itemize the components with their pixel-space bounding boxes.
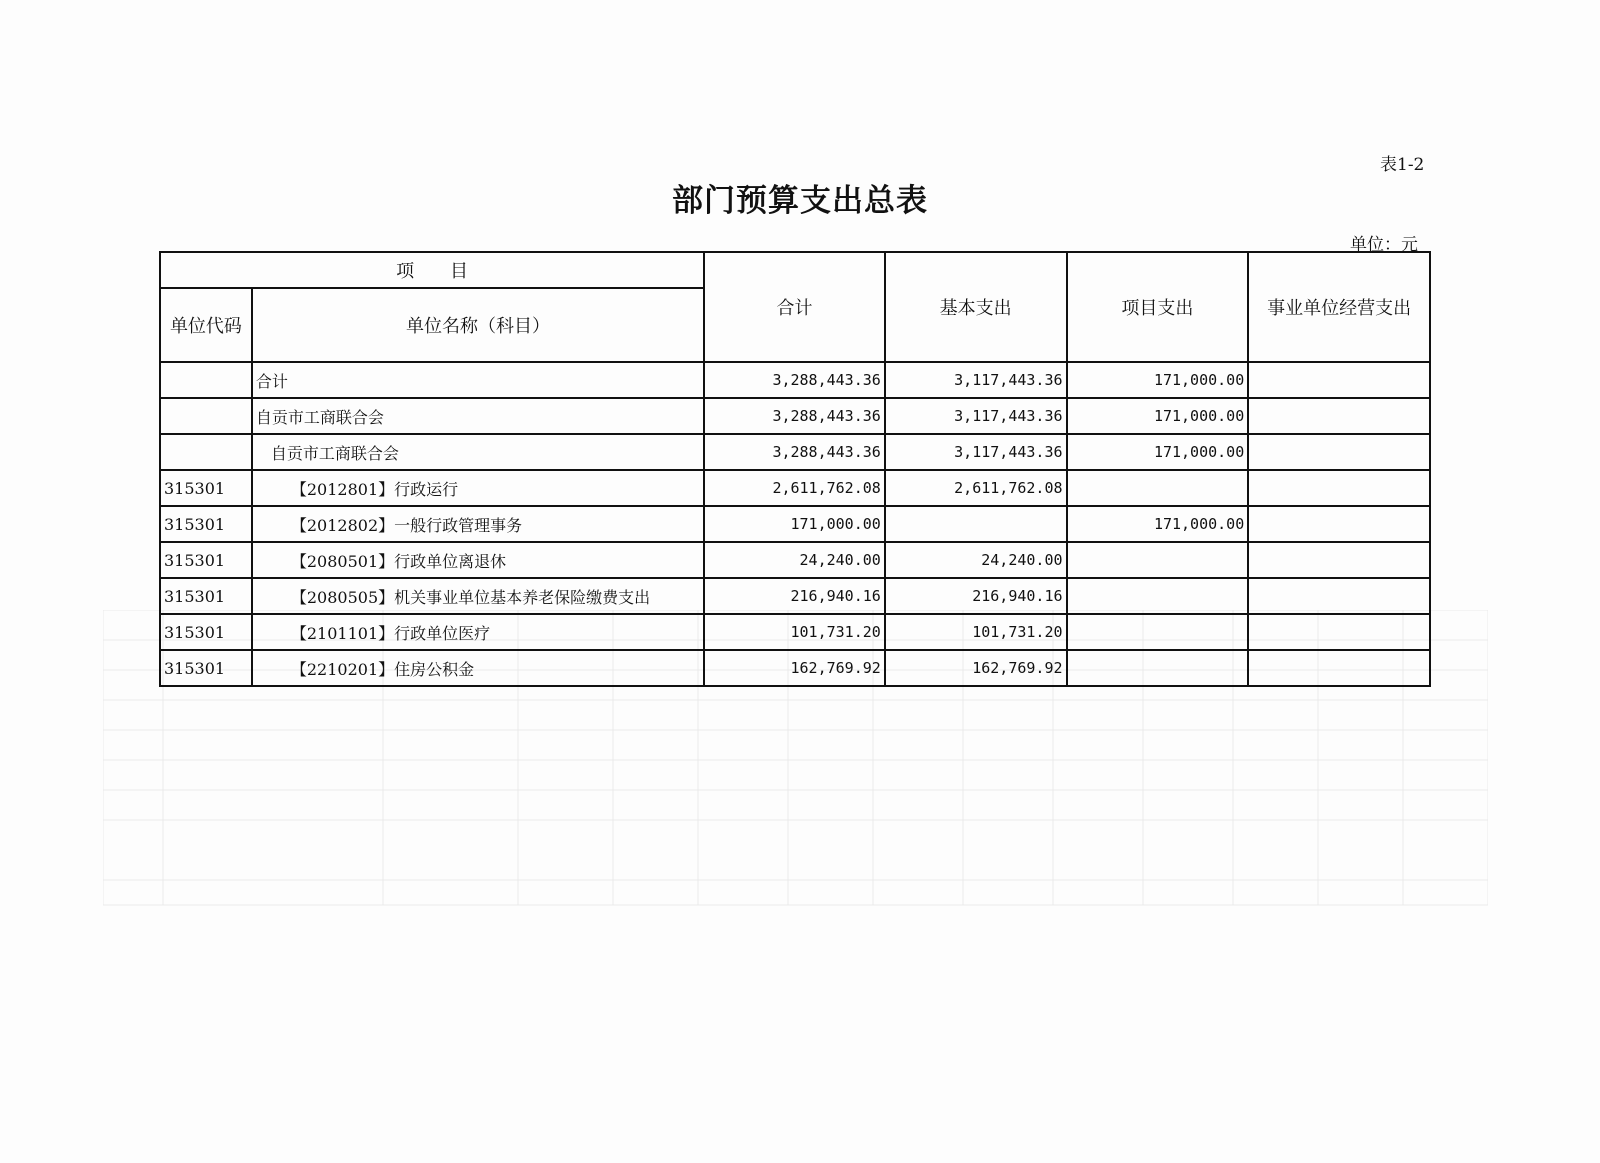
row-project: 171,000.00 xyxy=(1067,398,1249,434)
row-operating xyxy=(1248,578,1430,614)
row-basic xyxy=(885,506,1067,542)
table-row-total xyxy=(160,362,1430,398)
row-operating xyxy=(1248,398,1430,434)
header-unit-name: 单位名称（科目） xyxy=(252,288,704,362)
budget-expenditure-table xyxy=(159,251,1431,687)
row-basic: 3,117,443.36 xyxy=(885,398,1067,434)
row-unit-code: 315301 xyxy=(160,578,252,614)
row-total: 162,769.92 xyxy=(704,650,885,686)
row-total: 216,940.16 xyxy=(704,578,885,614)
header-total: 合计 xyxy=(704,252,885,362)
header-project: 项 目 xyxy=(160,252,704,288)
row-total: 24,240.00 xyxy=(704,542,885,578)
row-operating xyxy=(1248,650,1430,686)
table-row xyxy=(160,506,1430,542)
table-row xyxy=(160,434,1430,470)
header-unit-code: 单位代码 xyxy=(160,288,252,362)
row-unit-name: 【2101101】行政单位医疗 xyxy=(252,614,704,650)
row-unit-name: 自贡市工商联合会 xyxy=(252,398,704,434)
table-row xyxy=(160,650,1430,686)
row-operating xyxy=(1248,470,1430,506)
row-operating xyxy=(1248,614,1430,650)
row-project xyxy=(1067,614,1249,650)
row-basic: 216,940.16 xyxy=(885,578,1067,614)
row-unit-code: 315301 xyxy=(160,650,252,686)
row-project: 171,000.00 xyxy=(1067,434,1249,470)
row-unit-name: 【2080505】机关事业单位基本养老保险缴费支出 xyxy=(252,578,704,614)
row-basic: 3,117,443.36 xyxy=(885,434,1067,470)
row-unit-code: 315301 xyxy=(160,542,252,578)
row-basic: 101,731.20 xyxy=(885,614,1067,650)
row-unit-code xyxy=(160,362,252,398)
row-basic: 2,611,762.08 xyxy=(885,470,1067,506)
row-unit-code xyxy=(160,398,252,434)
row-unit-name: 合计 xyxy=(252,362,704,398)
row-operating xyxy=(1248,506,1430,542)
row-unit-name: 自贡市工商联合会 xyxy=(252,434,704,470)
row-unit-name: 【2080501】行政单位离退休 xyxy=(252,542,704,578)
currency-unit: 单位：元 xyxy=(1350,235,1418,255)
table-row xyxy=(160,542,1430,578)
page-title: 部门预算支出总表 xyxy=(672,183,928,219)
row-project: 171,000.00 xyxy=(1067,506,1249,542)
row-basic: 24,240.00 xyxy=(885,542,1067,578)
row-basic: 162,769.92 xyxy=(885,650,1067,686)
row-project xyxy=(1067,578,1249,614)
row-basic: 3,117,443.36 xyxy=(885,362,1067,398)
header-basic-expenditure: 基本支出 xyxy=(885,252,1067,362)
row-total: 3,288,443.36 xyxy=(704,362,885,398)
row-operating xyxy=(1248,434,1430,470)
table-row xyxy=(160,470,1430,506)
row-unit-code: 315301 xyxy=(160,506,252,542)
row-unit-code xyxy=(160,434,252,470)
row-total: 2,611,762.08 xyxy=(704,470,885,506)
row-project xyxy=(1067,650,1249,686)
table-row xyxy=(160,578,1430,614)
table-row xyxy=(160,398,1430,434)
row-project xyxy=(1067,542,1249,578)
table-number: 表1-2 xyxy=(1380,155,1425,175)
row-unit-name: 【2210201】住房公积金 xyxy=(252,650,704,686)
row-unit-code: 315301 xyxy=(160,470,252,506)
row-project: 171,000.00 xyxy=(1067,362,1249,398)
row-operating xyxy=(1248,542,1430,578)
row-total: 3,288,443.36 xyxy=(704,398,885,434)
row-project xyxy=(1067,470,1249,506)
row-unit-code: 315301 xyxy=(160,614,252,650)
row-unit-name: 【2012802】一般行政管理事务 xyxy=(252,506,704,542)
row-total: 171,000.00 xyxy=(704,506,885,542)
row-unit-name: 【2012801】行政运行 xyxy=(252,470,704,506)
header-operating-expenditure: 事业单位经营支出 xyxy=(1248,252,1430,362)
header-project-expenditure: 项目支出 xyxy=(1067,252,1249,362)
row-operating xyxy=(1248,362,1430,398)
table-row xyxy=(160,614,1430,650)
row-total: 3,288,443.36 xyxy=(704,434,885,470)
row-total: 101,731.20 xyxy=(704,614,885,650)
